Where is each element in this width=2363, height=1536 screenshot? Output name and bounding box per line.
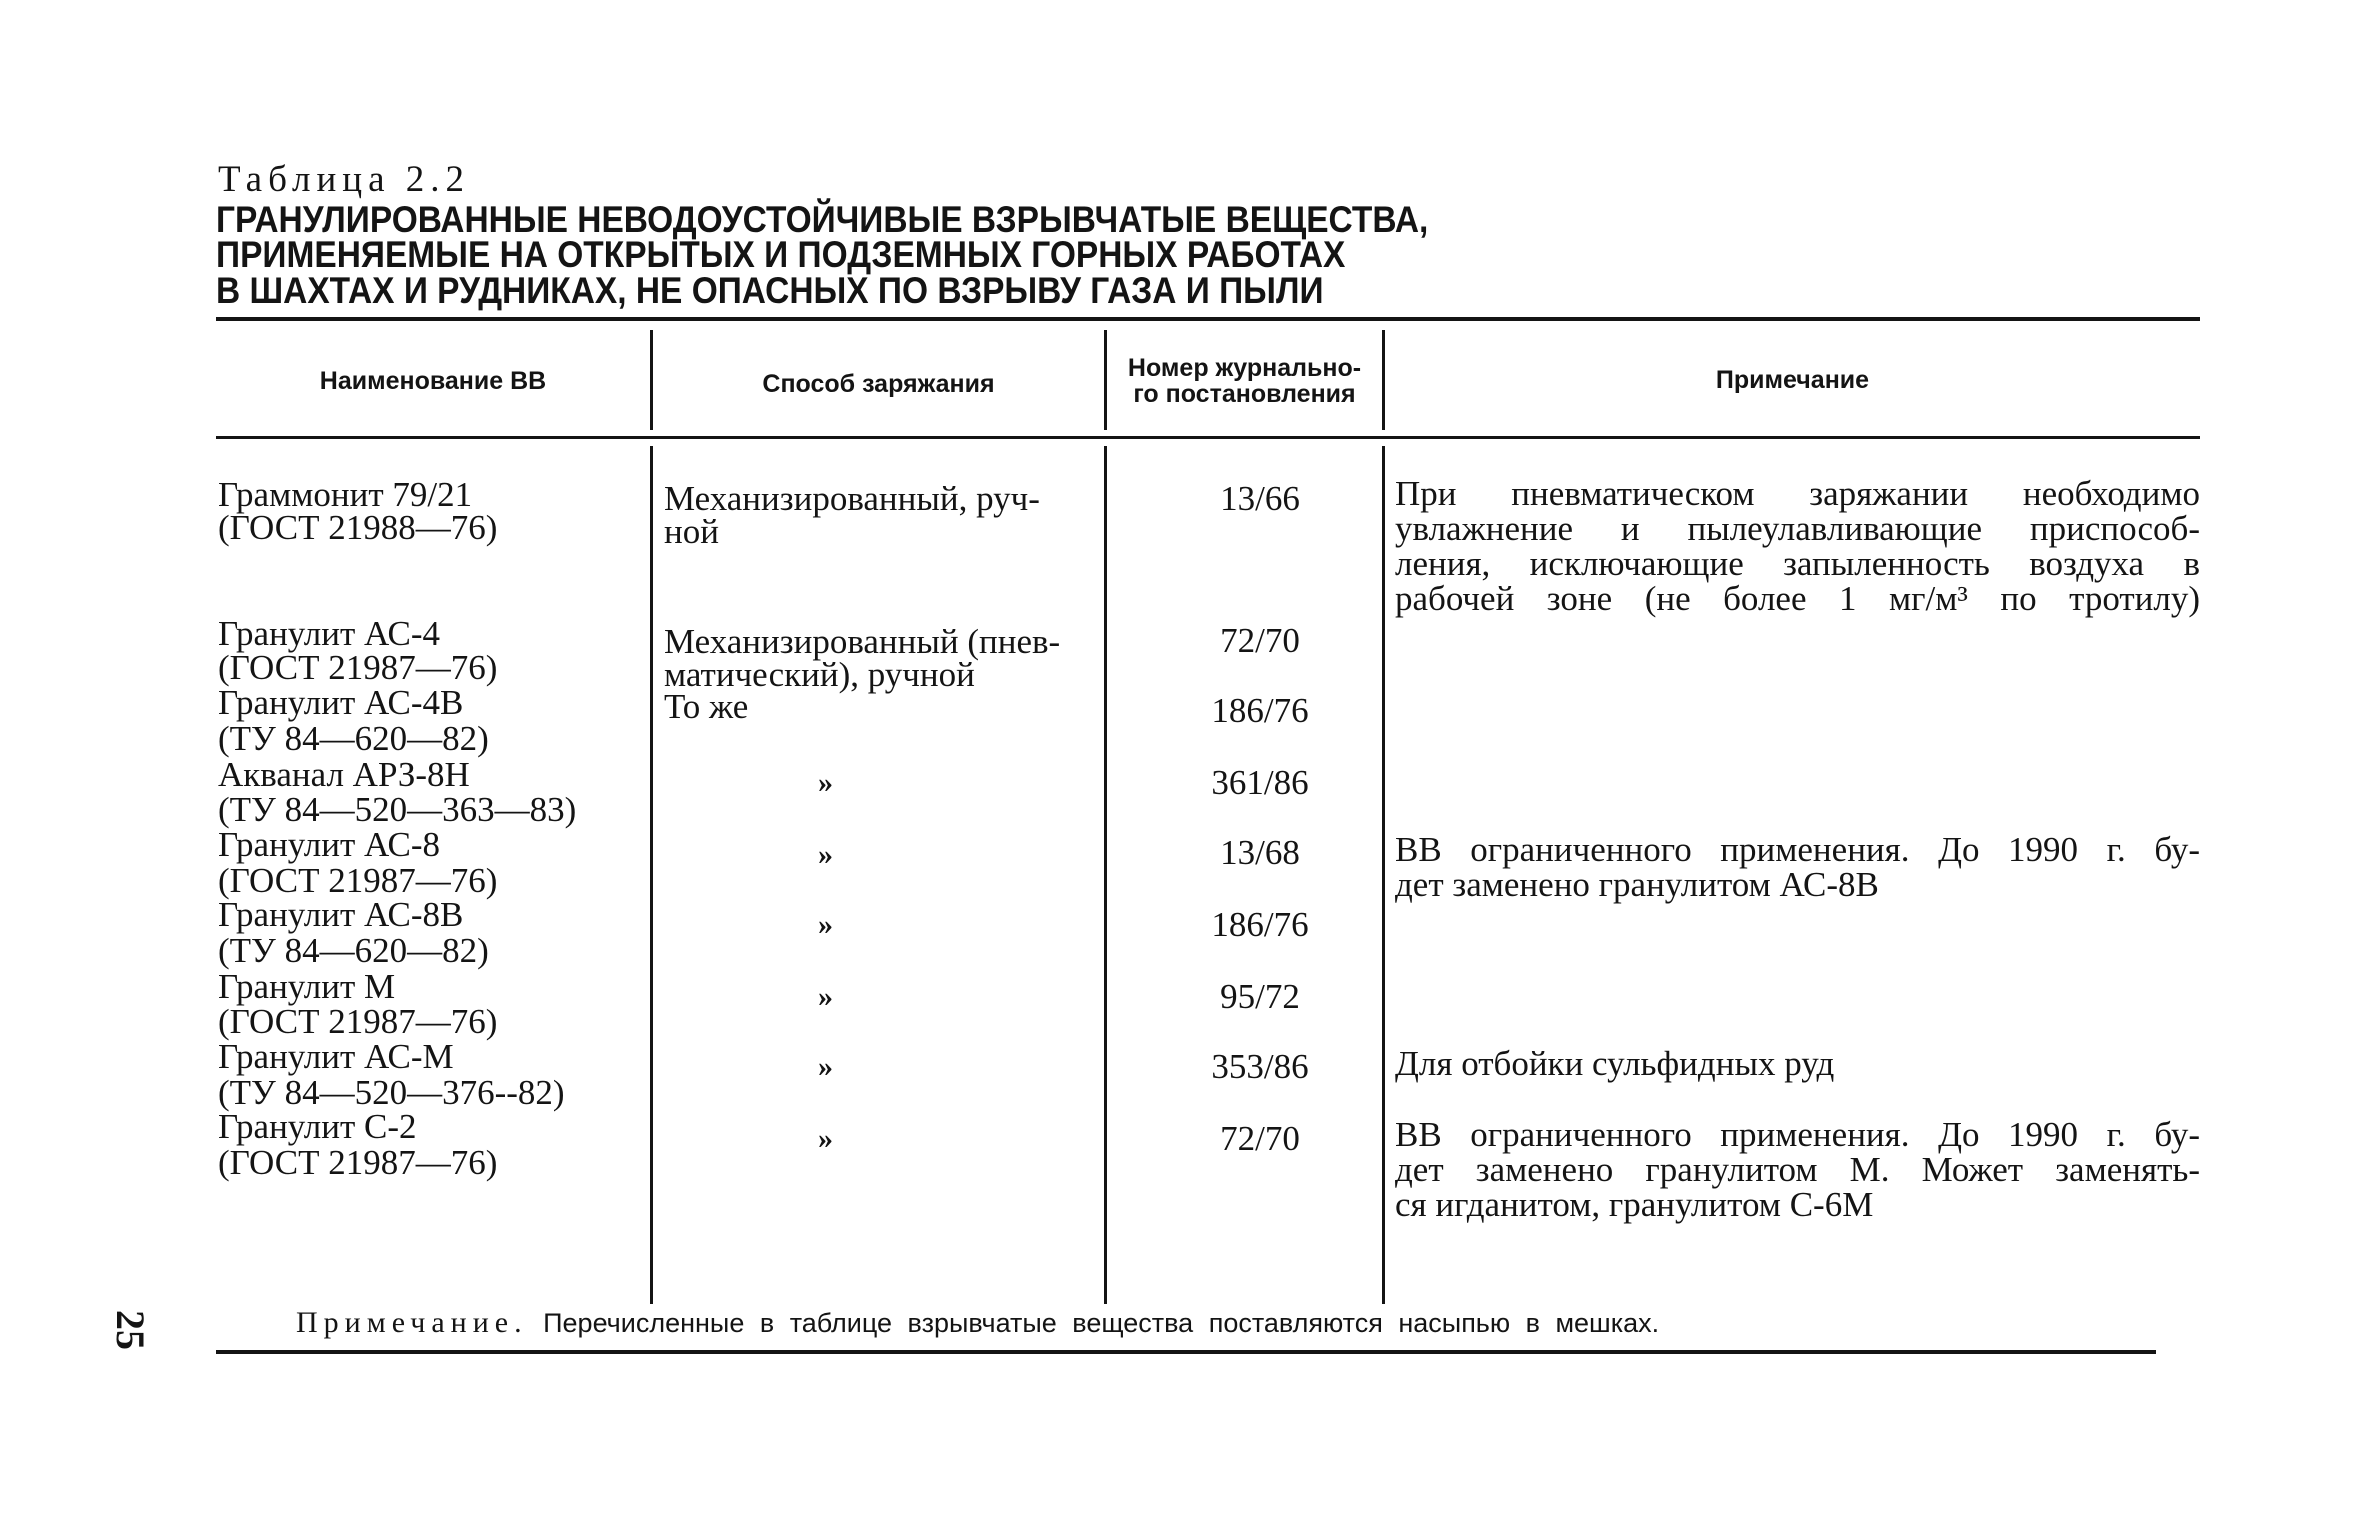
note-as8-line-1: ВВ ограниченного применения. До 1990 г. бу- [1395,830,2200,869]
header-number-line-2: го постановления [1133,380,1356,408]
row-3-number: 186/76 [1211,691,1309,730]
note-as8-line-2: дет заменено гранулитом АС-8В [1395,865,1879,904]
row-2-name-line-2: (ГОСТ 21987—76) [218,648,498,687]
row-9-number: 72/70 [1220,1119,1300,1158]
row-6-method-ditto: » [818,908,833,941]
row-1-method-line-2: ной [664,512,719,551]
row-5-name-line-1: Гранулит АС-8 [218,825,441,864]
row-1-number: 13/66 [1220,479,1300,518]
row-3-method: То же [664,687,749,726]
row-4-name-line-1: Акванал АРЗ-8Н [218,755,470,794]
column-divider-2-body [1104,446,1107,1304]
row-8-number: 353/86 [1211,1047,1309,1086]
row-6-name-line-2: (ТУ 84—620—82) [218,931,489,970]
row-2-method-line-1: Механизированный (пнев- [664,622,1061,661]
row-7-name-line-1: Гранулит М [218,967,396,1006]
header-note: Примечание [1715,366,1870,394]
row-8-method-ditto: » [818,1050,833,1083]
note-c2 [1395,1117,2200,1222]
footnote-lead: Примечание. [296,1306,528,1339]
row-7-name-line-2: (ГОСТ 21987—76) [218,1002,498,1041]
table-title-line-1: ГРАНУЛИРОВАННЫЕ НЕВОДОУСТОЙЧИВЫЕ ВЗРЫВЧАТЫЕ ВЕЩЕСТВА, [216,199,1429,240]
header-method: Способ заряжания [762,370,995,398]
table-title-line-3: В ШАХТАХ И РУДНИКАХ, НЕ ОПАСНЫХ ПО ВЗРЫВУ ГАЗА И ПЫЛИ [216,270,1324,311]
row-4-method-ditto: » [818,766,833,799]
row-5-method-ditto: » [818,838,833,871]
row-1-name-line-1: Граммонит 79/21 [218,475,473,514]
table-top-rule [216,317,2200,321]
note-asm-line-1: Для отбойки сульфидных руд [1395,1044,1835,1083]
row-3-name-line-2: (ТУ 84—620—82) [218,719,489,758]
note-as8 [1395,832,2200,902]
row-9-name-line-2: (ГОСТ 21987—76) [218,1143,498,1182]
footnote-text: Перечисленные в таблице взрывчатые вещества поставляются насыпью в мешках. [543,1308,1660,1338]
row-1-method-line-1: Механизированный, руч- [664,479,1040,518]
header-number-line-1: Номер журнально- [1127,354,1362,382]
note-asm [1395,1046,2200,1081]
row-7-number: 95/72 [1220,977,1300,1016]
note-c2-line-1: ВВ ограниченного применения. До 1990 г. бу- [1395,1115,2200,1154]
row-5-number: 13/68 [1220,833,1300,872]
row-9-method-ditto: » [818,1122,833,1155]
page-number: 25 [108,1310,153,1350]
row-7-method-ditto: » [818,980,833,1013]
note-pneumatic-line-3: ления, исключающие запыленность воздуха в [1395,544,2200,583]
note-c2-line-3: ся игданитом, гранулитом С-6М [1395,1185,1874,1224]
note-c2-line-2: дет заменено гранулитом М. Может заменять- [1395,1150,2200,1189]
bottom-rule [216,1350,2156,1354]
note-pneumatic [1395,476,2200,616]
row-8-name-line-2: (ТУ 84—520—376--82) [218,1073,565,1112]
note-pneumatic-line-2: увлажнение и пылеулавливающие приспособ- [1395,509,2200,548]
row-2-number: 72/70 [1220,621,1300,660]
row-4-name-line-2: (ТУ 84—520—363—83) [218,790,577,829]
note-pneumatic-line-4: рабочей зоне (не более 1 мг/м³ по тротилу) [1395,579,2200,618]
row-9-name-line-1: Гранулит С-2 [218,1107,417,1146]
table-footnote [296,1308,1659,1338]
column-divider-1-body [650,446,653,1304]
row-6-number: 186/76 [1211,905,1309,944]
row-2-method-line-2: матический), ручной [664,655,975,694]
row-2-name-line-1: Гранулит АС-4 [218,614,441,653]
row-8-name-line-1: Гранулит АС-М [218,1037,454,1076]
note-pneumatic-line-1: При пневматическом заряжании необходимо [1395,474,2200,513]
row-5-name-line-2: (ГОСТ 21987—76) [218,861,498,900]
table-caption: Таблица 2.2 [218,159,470,200]
header-bottom-rule [216,436,2200,439]
row-4-number: 361/86 [1211,763,1309,802]
row-1-name-line-2: (ГОСТ 21988—76) [218,508,498,547]
column-divider-3-body [1382,446,1385,1304]
row-3-name-line-1: Гранулит АС-4В [218,683,464,722]
table-title-line-2: ПРИМЕНЯЕМЫЕ НА ОТКРЫТЫХ И ПОДЗЕМНЫХ ГОРНЫХ РАБОТАХ [216,234,1346,275]
header-name: Наименование ВВ [319,367,547,395]
row-6-name-line-1: Гранулит АС-8В [218,895,464,934]
